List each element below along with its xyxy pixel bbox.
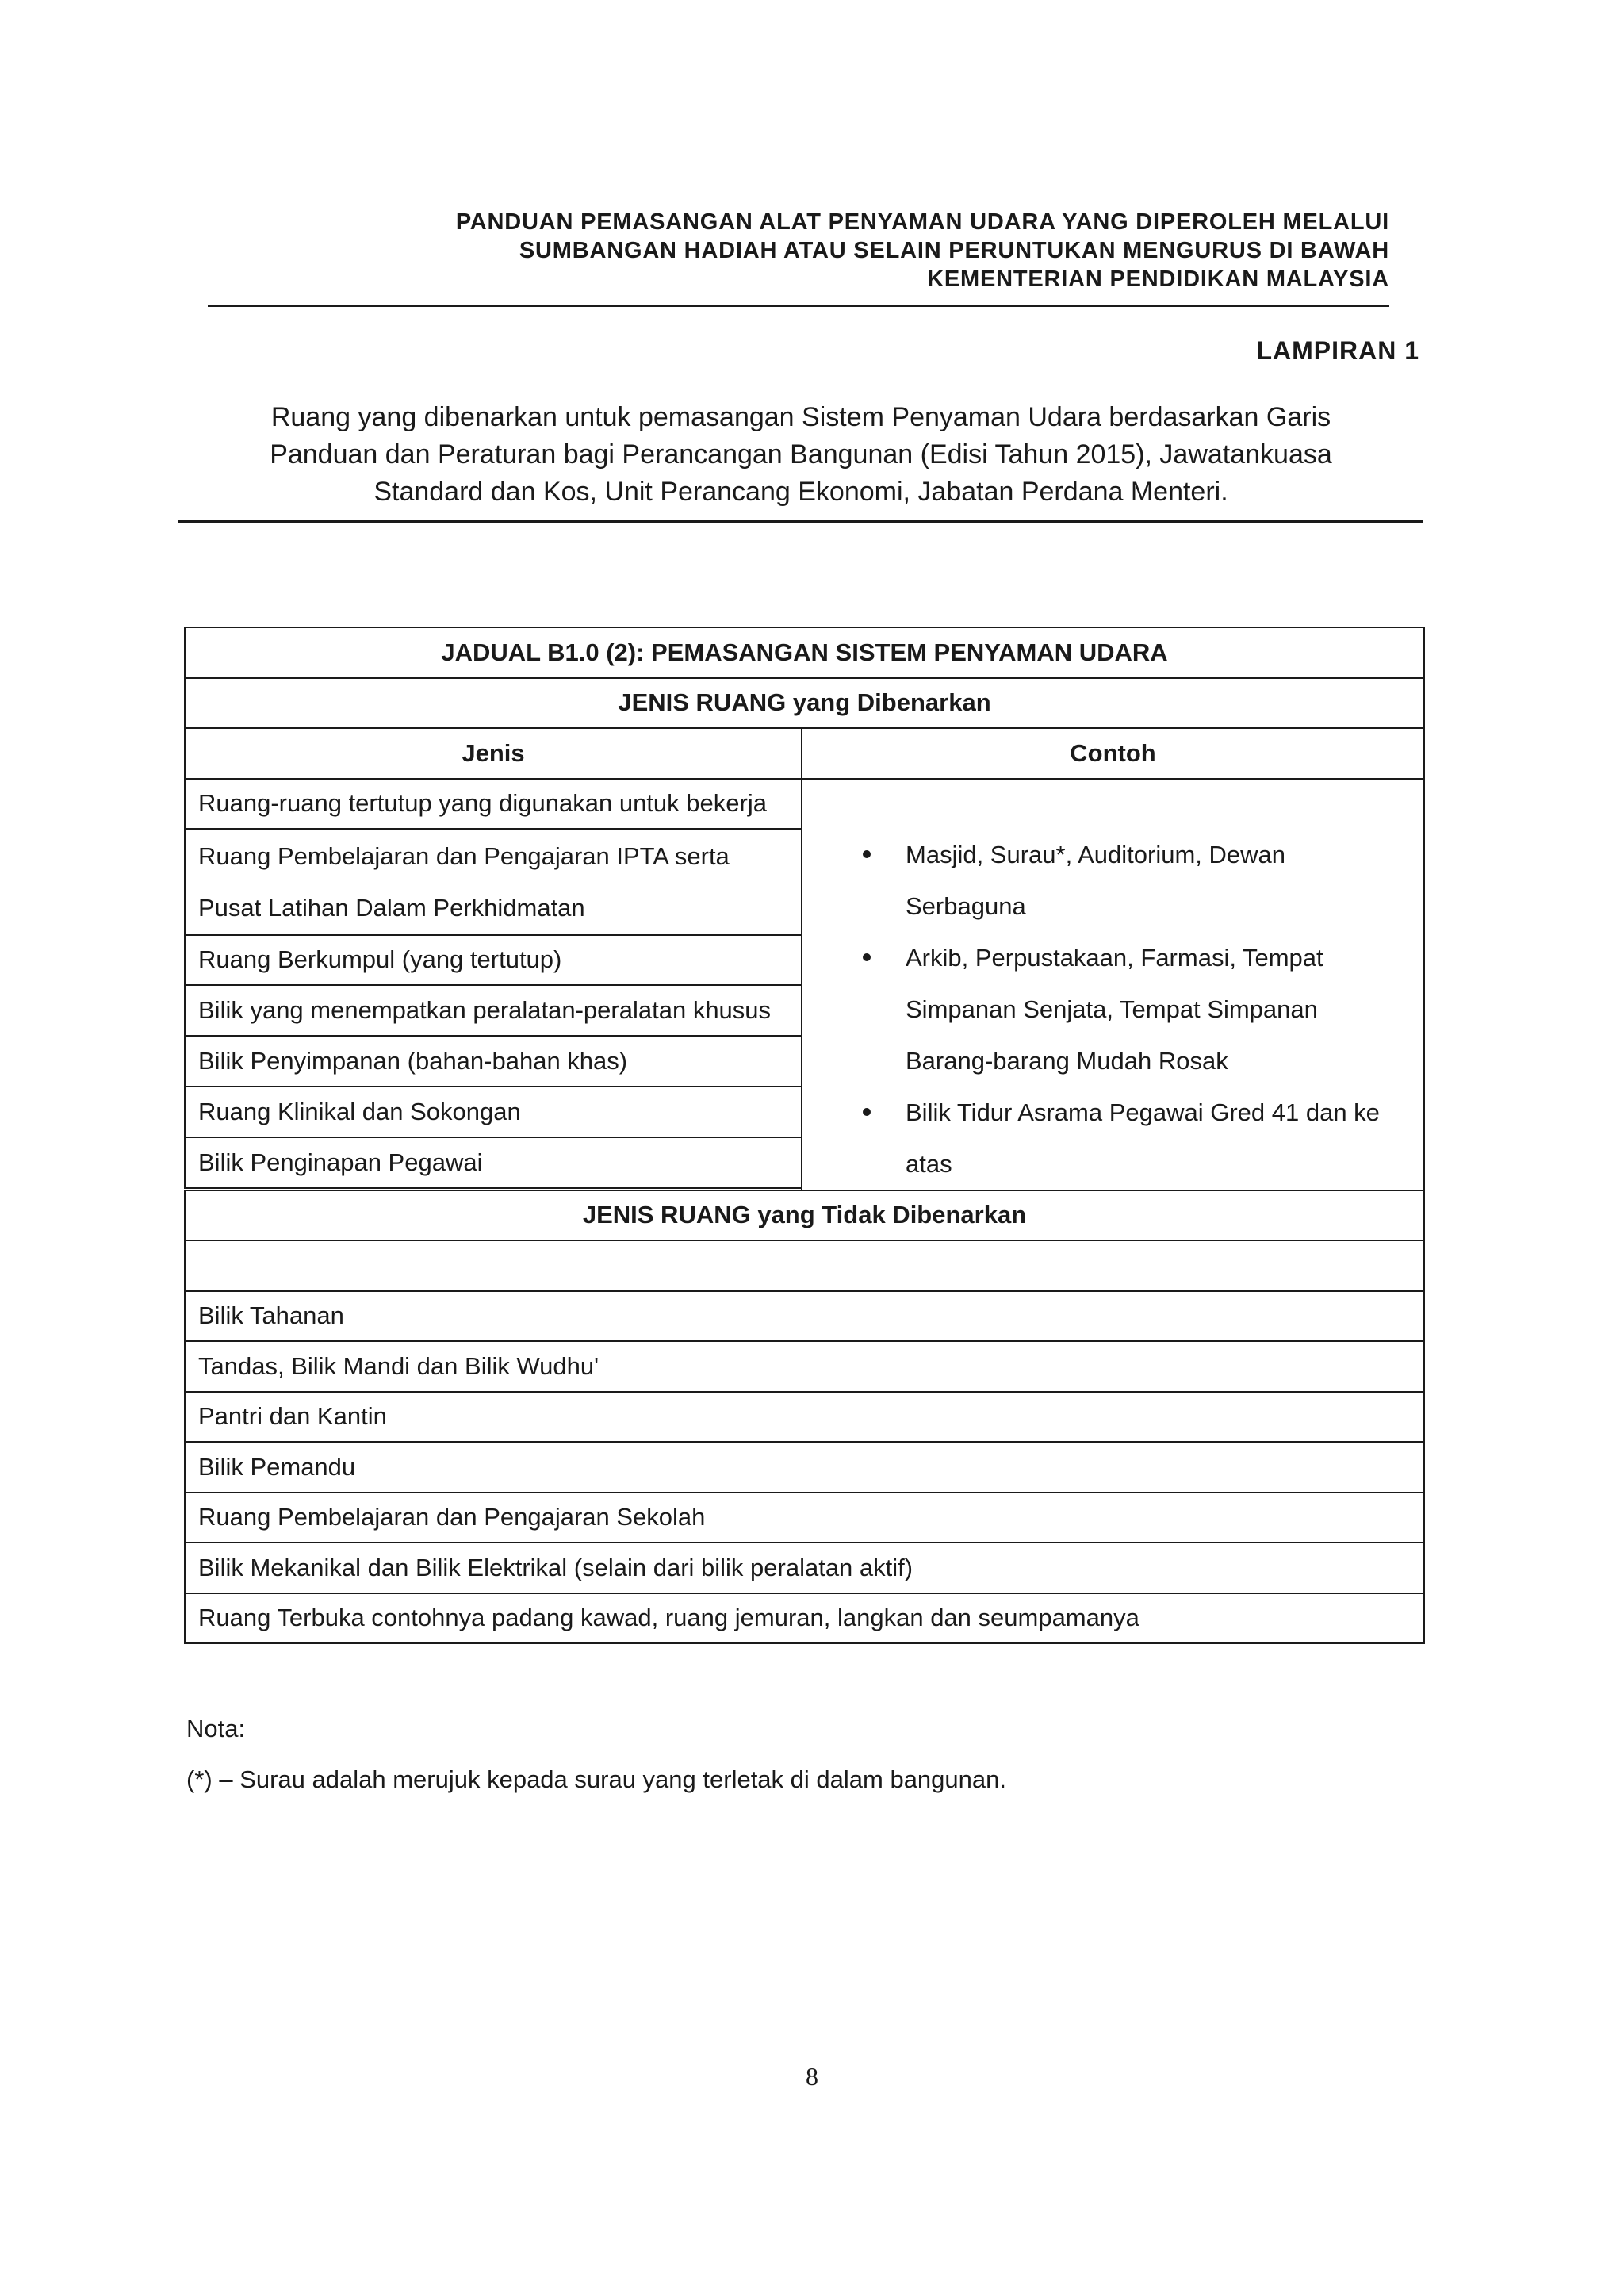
header-divider [208, 305, 1389, 307]
allowed-row-cell: Ruang-ruang tertutup yang digunakan untuk bekerja [185, 779, 802, 830]
table-row [185, 1543, 1424, 1593]
not-allowed-row-cell: Bilik Mekanikal dan Bilik Elektrikal (selain dari bilik peralatan aktif) [185, 1543, 1424, 1593]
column-header-jenis: Jenis [185, 728, 802, 779]
not-allowed-row-cell: Bilik Tahanan [185, 1291, 1424, 1342]
table-row [185, 779, 1424, 830]
note-text: (*) – Surau adalah merujuk kepada surau yang terletak di dalam bangunan. [186, 1765, 1006, 1793]
not-allowed-row-cell: Ruang Pembelajaran dan Pengajaran Sekolah [185, 1493, 1424, 1543]
allowed-row-cell: Ruang Pembelajaran dan Pengajaran IPTA serta Pusat Latihan Dalam Perkhidmatan [185, 829, 802, 934]
table-title-row [185, 627, 1424, 678]
allowed-row-cell: Bilik Penginapan Pegawai [185, 1137, 802, 1188]
allowed-row-cell: Ruang Klinikal dan Sokongan [185, 1087, 802, 1137]
aircond-table [184, 627, 1425, 1644]
table-row [185, 1493, 1424, 1543]
allowed-heading-row [185, 678, 1424, 729]
list-item: Masjid, Surau*, Auditorium, Dewan Serbaguna [863, 829, 1411, 932]
intro-divider [178, 520, 1423, 523]
allowed-row-cell: Ruang Berkumpul (yang tertutup) [185, 935, 802, 986]
column-header-contoh: Contoh [802, 728, 1424, 779]
table-title: JADUAL B1.0 (2): PEMASANGAN SISTEM PENYAMAN UDARA [185, 627, 1424, 678]
not-allowed-heading: JENIS RUANG yang Tidak Dibenarkan [185, 1190, 1424, 1241]
page-number: 8 [806, 2062, 818, 2091]
document-header [208, 208, 1389, 293]
contoh-cell [802, 779, 1424, 1190]
empty-cell [185, 1240, 1424, 1291]
not-allowed-row-cell: Ruang Terbuka contohnya padang kawad, ruang jemuran, langkan dan seumpamanya [185, 1593, 1424, 1644]
not-allowed-row-cell: Bilik Pemandu [185, 1442, 1424, 1493]
allowed-row-cell: Bilik yang menempatkan peralatan-peralatan khusus [185, 985, 802, 1036]
table-row [185, 1392, 1424, 1443]
appendix-label: LAMPIRAN 1 [1256, 336, 1419, 365]
not-allowed-heading-row [185, 1190, 1424, 1241]
allowed-row-cell: Bilik Penyimpanan (bahan-bahan khas) [185, 1036, 802, 1087]
allowed-heading: JENIS RUANG yang Dibenarkan [185, 678, 1424, 729]
note-label: Nota: [186, 1715, 246, 1742]
contoh-list [815, 829, 1411, 1190]
not-allowed-row-cell: Pantri dan Kantin [185, 1392, 1424, 1443]
intro-paragraph [178, 399, 1423, 511]
table-row [185, 1291, 1424, 1342]
table-row [185, 1442, 1424, 1493]
empty-row [185, 1240, 1424, 1291]
table-row [185, 1593, 1424, 1644]
intro-line-1: Ruang yang dibenarkan untuk pemasangan Sistem Penyaman Udara berdasarkan Garis [270, 402, 1331, 432]
not-allowed-row-cell: Tandas, Bilik Mandi dan Bilik Wudhu' [185, 1341, 1424, 1392]
intro-line-2: Panduan dan Peraturan bagi Perancangan Bangunan (Edisi Tahun 2015), Jawatankuasa [270, 439, 1332, 470]
header-line-2: SUMBANGAN HADIAH ATAU SELAIN PERUNTUKAN MENGURUS DI BAWAH [519, 238, 1389, 263]
header-line-3: KEMENTERIAN PENDIDIKAN MALAYSIA [927, 266, 1389, 292]
list-item: Bilik Tidur Asrama Pegawai Gred 41 dan ke atas [863, 1087, 1411, 1190]
column-header-row [185, 728, 1424, 779]
intro-line-3: Standard dan Kos, Unit Perancang Ekonomi, Jabatan Perdana Menteri. [373, 477, 1228, 507]
header-line-1: PANDUAN PEMASANGAN ALAT PENYAMAN UDARA YANG DIPEROLEH MELALUI [455, 209, 1389, 235]
table-row [185, 1341, 1424, 1392]
list-item: Arkib, Perpustakaan, Farmasi, Tempat Simpanan Senjata, Tempat Simpanan Barang-barang Mudah Rosak [863, 932, 1411, 1087]
